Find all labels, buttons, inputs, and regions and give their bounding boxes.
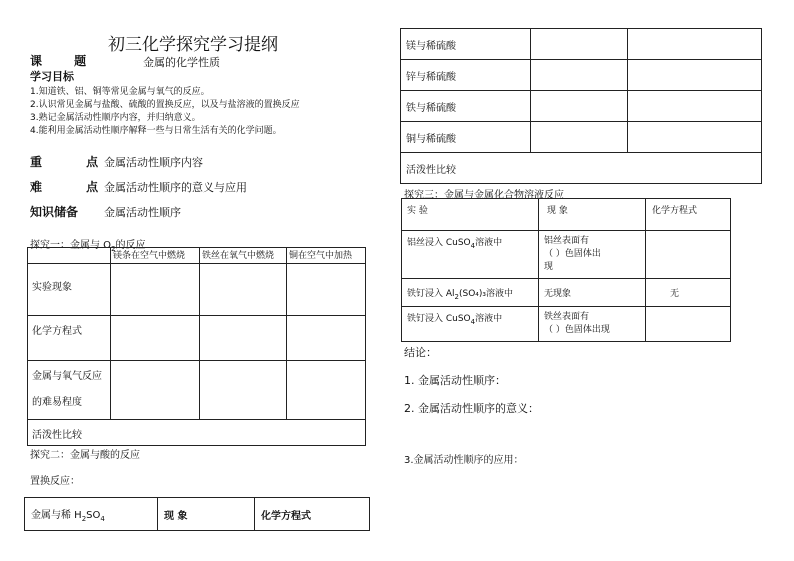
hard-label: 难 点 [30, 180, 119, 194]
experiment-cell: 铁钉浸入 CuSO$_4$溶液中 [402, 307, 539, 342]
solution-reaction-table [401, 198, 731, 342]
goals-heading: 学习目标 [30, 70, 74, 83]
phenomenon-cell: 铁丝表面有 （ ）色固体出现 [539, 307, 646, 342]
table-header: 化学方程式 [646, 199, 731, 231]
acid-header-table [24, 497, 370, 531]
goal-item: 1.知道铁、铝、铜等常见金属与氧气的反应。 [30, 87, 210, 97]
equation-cell: 无 [646, 279, 731, 307]
explore2-title: 探究二：金属与酸的反应 [30, 450, 140, 461]
row-label: 活泼性比较 [401, 153, 762, 184]
topic-label: 课 题 [30, 54, 101, 68]
page-title: 初三化学探究学习提纲 [108, 35, 278, 55]
row-label: 化学方程式 [28, 316, 111, 361]
topic-value: 金属的化学性质 [143, 56, 220, 69]
goal-item: 4.能利用金属活动性顺序解释一些与日常生活有关的化学问题。 [30, 126, 282, 136]
key-value: 金属活动性顺序内容 [104, 156, 203, 169]
row-label: 活泼性比较 [28, 420, 366, 446]
table-header: 铁丝在氧气中燃烧 [200, 248, 287, 264]
table-header: 现 象 [539, 199, 646, 231]
hard-value: 金属活动性顺序的意义与应用 [104, 181, 247, 194]
goal-item: 3.熟记金属活动性顺序内容，并归纳意义。 [30, 113, 201, 123]
table-header: 化学方程式 [255, 498, 370, 531]
row-label: 实验现象 [28, 264, 111, 316]
phenomenon-cell: 铝丝表面有 （ ）色固体出 现 [539, 231, 646, 279]
conclusion-item: 2. 金属活动性顺序的意义： [404, 402, 539, 415]
row-label: 锌与稀硫酸 [401, 60, 531, 91]
table-header: 现 象 [158, 498, 255, 531]
conclusion-label: 结论： [404, 346, 437, 359]
conclusion-item: 3.金属活动性顺序的应用： [404, 455, 524, 466]
table-header: 镁条在空气中燃烧 [111, 248, 200, 264]
row-label: 金属与氧气反应 的难易程度 [28, 361, 111, 420]
table-header: 金属与稀 $H_2SO_4$ [25, 498, 158, 531]
key-label: 重 点 [30, 155, 119, 169]
phenomenon-cell: 无现象 [539, 279, 646, 307]
prep-value: 金属活动性顺序 [104, 206, 181, 219]
table-header: 铜在空气中加热 [287, 248, 366, 264]
row-label: 铜与稀硫酸 [401, 122, 531, 153]
experiment-cell: 铝丝浸入 CuSO$_4$溶液中 [402, 231, 539, 279]
prep-label: 知识储备 [30, 205, 79, 219]
experiment-cell: 铁钉浸入 $Al_2(SO_4)_3$溶液中 [402, 279, 539, 307]
conclusion-item: 1. 金属活动性顺序： [404, 374, 506, 387]
oxygen-reaction-table [27, 247, 366, 446]
row-label: 镁与稀硫酸 [401, 29, 531, 60]
explore3-title: 探究三：金属与金属化合物溶液反应 [404, 190, 564, 201]
acid-rows-table [400, 28, 762, 184]
displacement-label: 置换反应： [30, 476, 80, 487]
goal-item: 2.认识常见金属与盐酸、硫酸的置换反应，以及与盐溶液的置换反应 [30, 100, 300, 110]
table-header: 实 验 [402, 199, 539, 231]
row-label: 铁与稀硫酸 [401, 91, 531, 122]
explore1-title: 探究一：金属与 $O_2$的反应 [30, 240, 146, 253]
